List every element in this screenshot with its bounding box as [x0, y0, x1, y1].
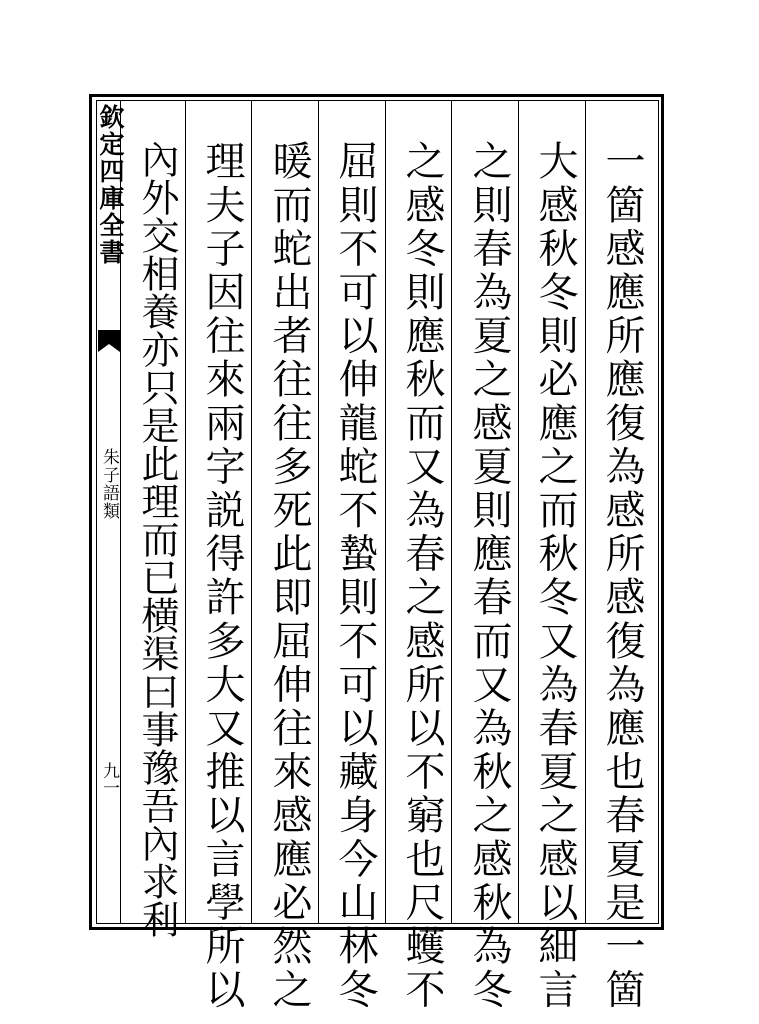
- margin-book-name: 朱子語類: [99, 448, 119, 520]
- column-divider: [251, 100, 252, 924]
- text-column-1: 一箇感應所應復為感所感復為應也春夏是一箇: [599, 140, 645, 1012]
- margin-collection-title: 欽定四庫全書: [96, 104, 125, 266]
- text-column-3: 之則春為夏之感夏則應春而又為秋之感秋為冬: [466, 140, 512, 1012]
- text-column-2: 大感秋冬則必應之而秋冬又為春夏之感以細言: [532, 140, 578, 1012]
- text-column-5: 屈則不可以伸龍蛇不蟄則不可以藏身今山林冬: [332, 140, 378, 1012]
- text-column-7: 理夫子因往來兩字説得許多大又推以言學所以: [199, 140, 245, 1012]
- column-divider: [585, 100, 586, 924]
- column-divider: [185, 100, 186, 924]
- column-divider: [518, 100, 519, 924]
- margin-page-number: 九一: [99, 762, 119, 796]
- text-column-8: 內外交相養亦只是此理而已横渠曰事豫吾內求利: [135, 140, 179, 938]
- column-divider: [451, 100, 452, 924]
- fishtail-mark-icon: [98, 330, 120, 358]
- column-divider: [385, 100, 386, 924]
- column-divider: [318, 100, 319, 924]
- text-column-4: 之感冬則應秋而又為春之感所以不窮也尺蠖不: [399, 140, 445, 1012]
- text-column-6: 暖而蛇出者往往多死此即屈伸往來感應必然之: [266, 140, 312, 1012]
